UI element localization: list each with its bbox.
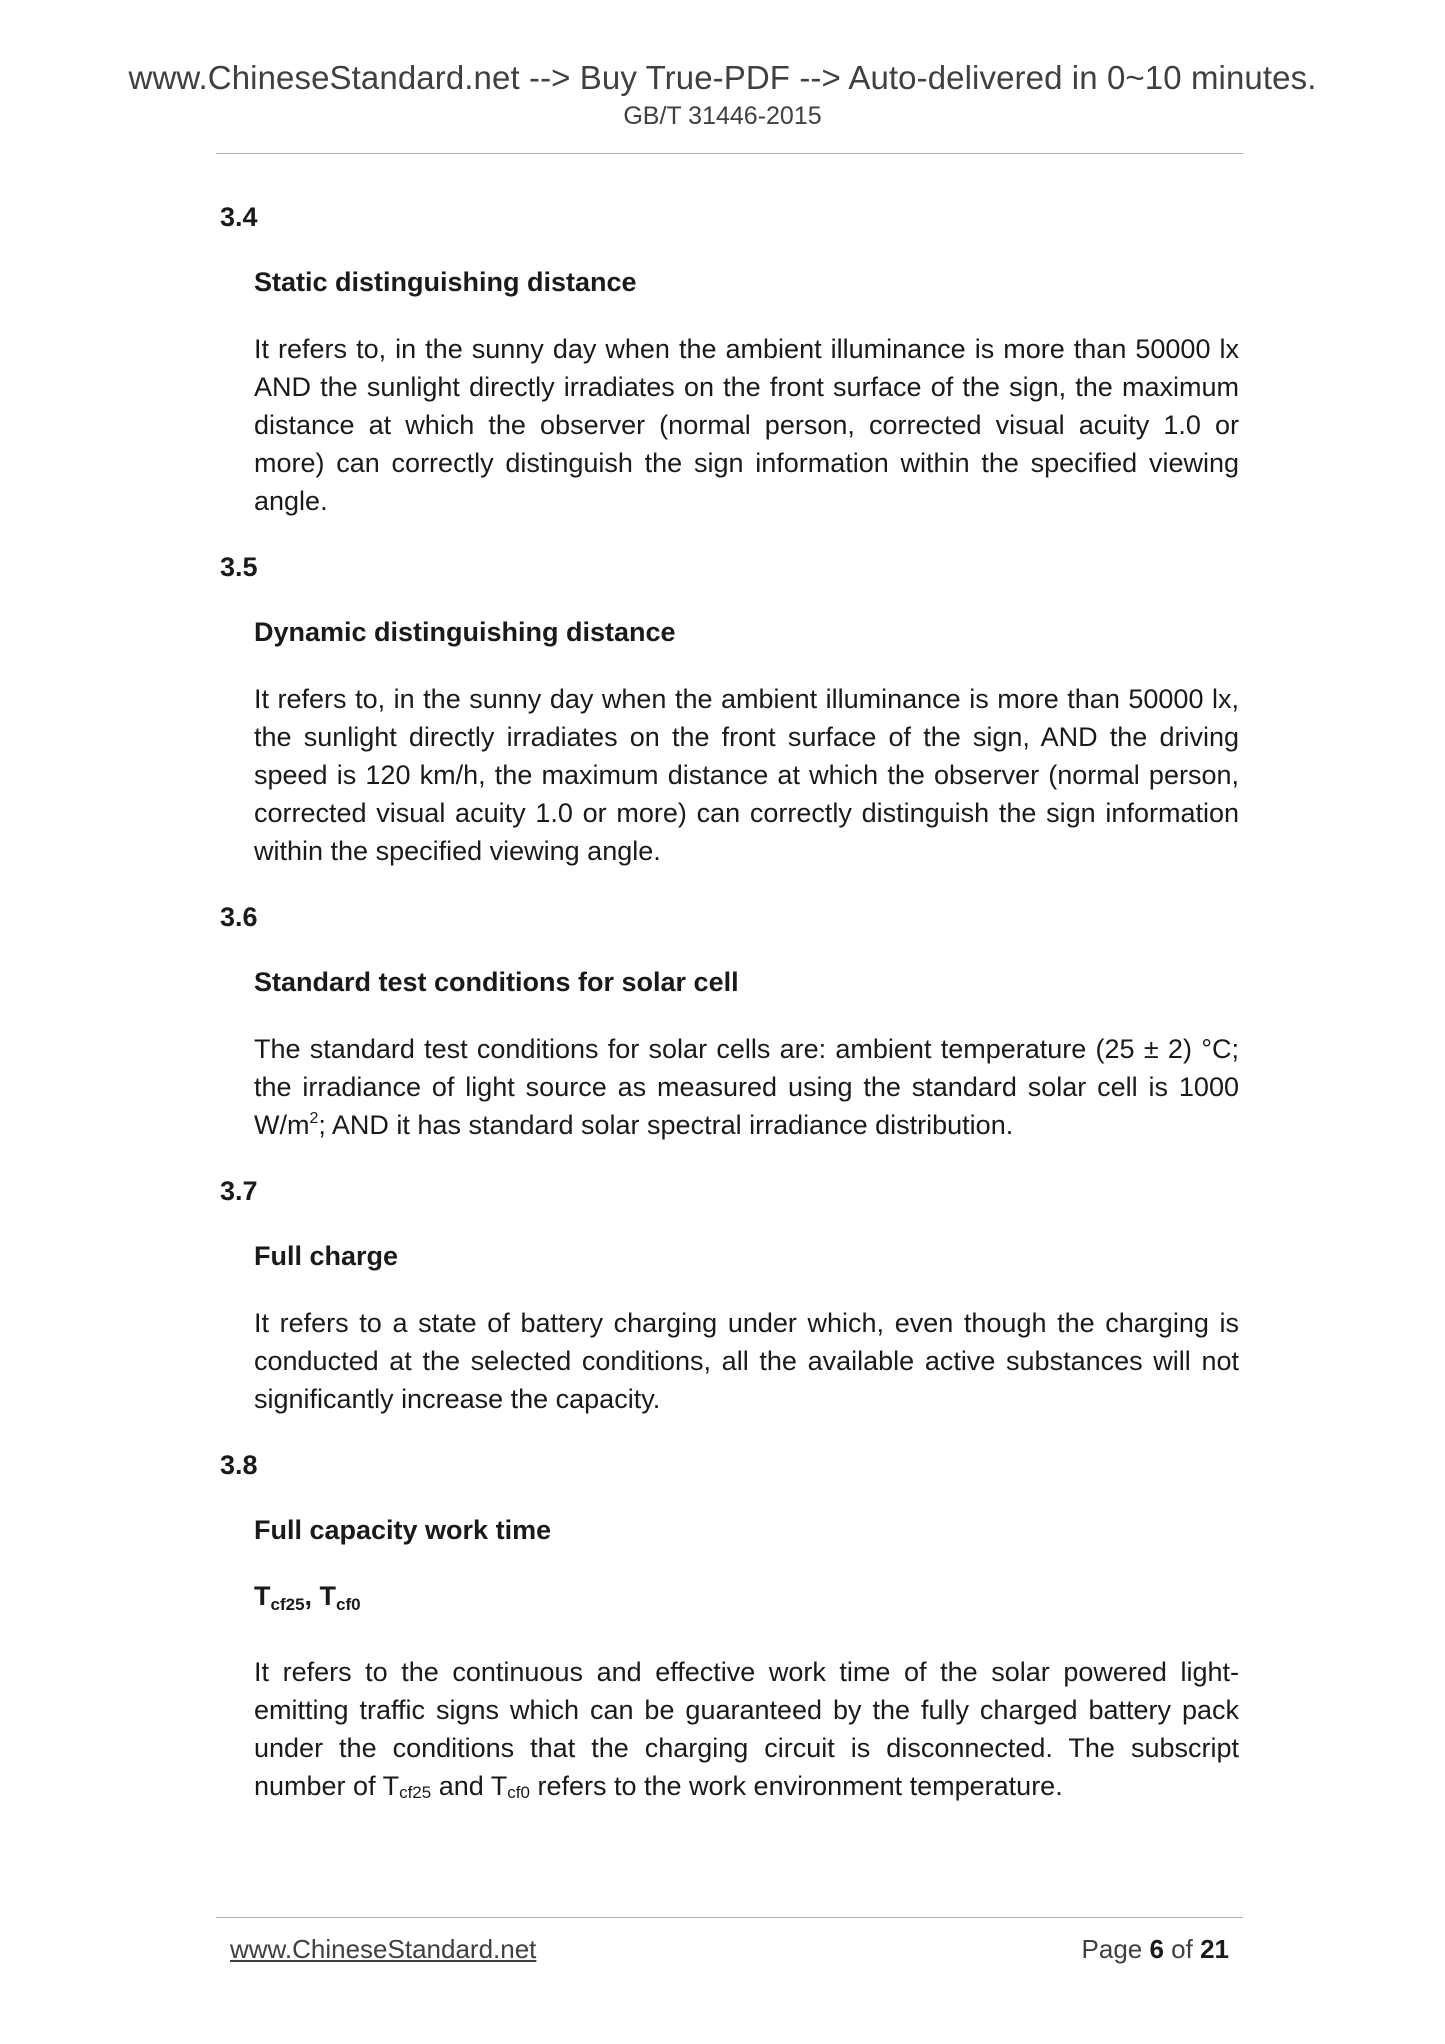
symbol-base: T [319, 1581, 337, 1611]
term-title: Static distinguishing distance [254, 267, 637, 297]
term-title: Dynamic distinguishing distance [254, 617, 676, 647]
clause-number: 3.7 [220, 1176, 258, 1206]
term-symbol [254, 1578, 1240, 1623]
subscript: cf0 [336, 1595, 361, 1614]
subscript: cf0 [507, 1783, 530, 1802]
clause-number: 3.5 [220, 552, 258, 582]
clause-3-8 [220, 1447, 1240, 1805]
page-total: 21 [1200, 1934, 1229, 1964]
clause-number: 3.8 [220, 1450, 258, 1480]
term-definition: It refers to, in the sunny day when the ambient illuminance is more than 50000 lx AND the sunlight directly irradiates on the front surface of the sign, the maximum distance at which the observer (normal person, corrected visual acuity 1.0 or more) can correctly distinguish the sign information within the specified viewing angle. [254, 334, 1239, 516]
term-definition [254, 1030, 1239, 1144]
subscript: cf25 [270, 1595, 305, 1614]
clause-3-4 [220, 199, 1240, 520]
footer-divider [216, 1917, 1243, 1918]
term-title: Full capacity work time [254, 1515, 552, 1545]
clause-number: 3.6 [220, 902, 258, 932]
symbol-base: T [254, 1581, 271, 1611]
document-body [220, 199, 1240, 1834]
header-banner: www.ChineseStandard.net --> Buy True-PDF --> Auto-delivered in 0~10 minutes. [128, 59, 1317, 96]
clause-3-6 [220, 899, 1240, 1144]
clause-number: 3.4 [220, 202, 258, 232]
symbol-separator: , [304, 1581, 320, 1611]
page-prefix: Page [1081, 1934, 1150, 1964]
definition-text: The standard test conditions for solar cells are: ambient temperature (25 ± 2) °C; the irradiance of light source as measured using the standard solar cell is 1000 W/m [254, 1034, 1239, 1140]
term-title: Full charge [254, 1241, 399, 1271]
clause-3-5 [220, 549, 1240, 870]
page-current: 6 [1149, 1934, 1164, 1964]
definition-text: and T [431, 1771, 508, 1801]
page-counter [1082, 1934, 1229, 1965]
page-header [0, 58, 1445, 132]
term-definition: It refers to, in the sunny day when the ambient illuminance is more than 50000 lx, the sunlight directly irradiates on the front surface of the sign, AND the driving speed is 120 km/h, the maximum distance at which the observer (normal person, corrected visual acuity 1.0 or more) can correctly distinguish the sign information within the specified viewing angle. [254, 684, 1239, 866]
clause-3-7 [220, 1173, 1240, 1418]
term-definition: It refers to a state of battery charging under which, even though the charging is conducted at the selected conditions, all the available active substances will not significantly increase the capacity. [254, 1308, 1239, 1414]
page-of: of [1163, 1934, 1201, 1964]
definition-text: refers to the work environment temperature. [529, 1771, 1063, 1801]
standard-code: GB/T 31446-2015 [623, 102, 822, 130]
term-definition [254, 1653, 1239, 1805]
definition-text: ; AND it has standard solar spectral irradiance distribution. [318, 1110, 1014, 1140]
superscript: 2 [309, 1110, 319, 1127]
header-divider [216, 153, 1243, 154]
definition-text: It refers to the continuous and effective work time of the solar powered light-emitting traffic signs which can be guaranteed by the fully charged battery pack under the conditions that the charging circuit is disconnected. The subscript number of T [254, 1657, 1239, 1801]
footer-website-link[interactable]: www.ChineseStandard.net [230, 1934, 537, 1964]
subscript: cf25 [399, 1783, 432, 1802]
term-title: Standard test conditions for solar cell [254, 967, 739, 997]
